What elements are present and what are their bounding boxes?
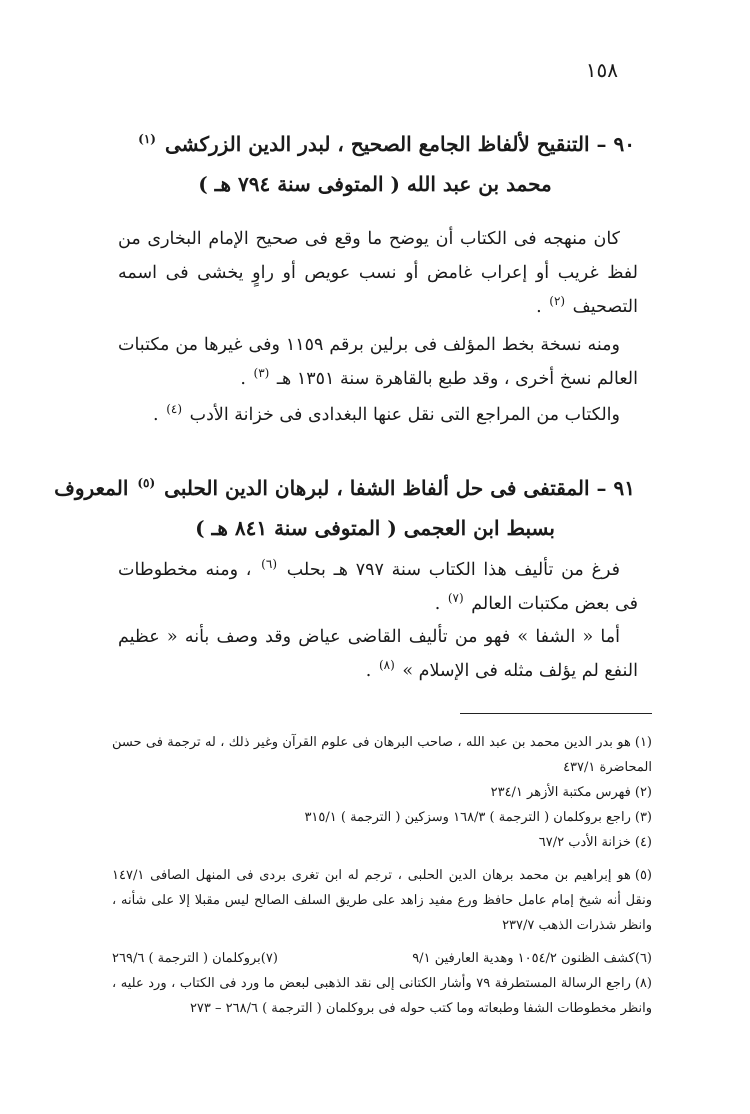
footnote-ref-2[interactable]: (٢): [549, 294, 566, 309]
footnote-1: (١)هو بدر الدين محمد بن عبد الله ، صاحب البرهان فى علوم القرآن وغير ذلك ، له ترجمة فى حسن المحاضرة ٤٣٧/١: [112, 735, 652, 775]
entry-90-paragraph-3: والكتاب من المراجع التى نقل عنها البغدادى فى خزانة الأدب $^{(٤)}$ .: [153, 402, 620, 425]
entry-90-heading-line1: ٩٠ – التنقيح لألفاظ الجامع الصحيح ، لبدر الدين الزركشى $^{(١)}$: [138, 132, 635, 156]
entry-90-paragraph-2: ومنه نسخة بخط المؤلف فى برلين برقم ١١٥٩ وفى غيرها من مكتبات العالم نسخ أخرى ، وقد طبع بالقاهرة سنة ١٣٥١ هـ $^{(٣)}$ .: [118, 335, 638, 389]
footnote-7: (٧)بروكلمان ( الترجمة ) ٢٦٩/٦: [112, 951, 278, 966]
footnote-6: (٦)كشف الظنون ١٠٥٤/٢ وهدية العارفين ٩/١: [412, 951, 652, 966]
footnote-2: (٢)فهرس مكتبة الأزهر ٢٣٤/١: [490, 785, 652, 800]
footnote-8: (٨)راجع الرسالة المستطرفة ٧٩ وأشار الكتانى إلى نقد الذهبى لبعض ما ورد فى الكتاب ، ورد عليه ، وانظر مخطوطات الشفا وطبعاته وما كتب حوله فى بروكلمان ( الترجمة ) ٢٦٨/٦ – ٢٧٣: [112, 976, 652, 1016]
footnote-ref-6[interactable]: (٦): [261, 557, 277, 572]
entry-91-heading: [54, 468, 635, 548]
entry-91-paragraph-2: أما « الشفا » فهو من تأليف القاضى عياض وقد وصف بأنه « عظيم النفع لم يؤلف مثله فى الإسلام » $^{(٨)}$ .: [118, 627, 638, 681]
footnote-ref-1[interactable]: (١): [138, 132, 156, 147]
footnote-4: (٤)خزانة الأدب ٦٧/٢: [538, 835, 652, 850]
page-number: ١٥٨: [585, 58, 618, 82]
footnote-5: (٥)هو إبراهيم بن محمد برهان الدين الحلبى ، ترجم له ابن تغرى بردى فى المنهل الصافى ١٤٧/١ ونقل أنه شيخ إمام عامل حافظ ورع مفيد زاهد على طريق السلف الصالح ليس مقبلا إلا على شأنه ، وانظر شذرات الذهب ٢٣٧/٧: [112, 868, 652, 933]
footnotes: [112, 730, 652, 1021]
footnote-3: (٣)راجع بروكلمان ( الترجمة ) ١٦٨/٣ وسزكين ( الترجمة ) ٣١٥/١: [304, 810, 652, 825]
entry-90-heading-line2: محمد بن عبد الله ( المتوفى سنة ٧٩٤ هـ ): [198, 172, 552, 196]
footnote-ref-4[interactable]: (٤): [166, 402, 183, 417]
footnote-ref-5[interactable]: (٥): [137, 476, 156, 491]
entry-90-paragraph-1: كان منهجه فى الكتاب أن يوضح ما وقع فى صحيح الإمام البخارى من لفظ غريب أو إعراب غامض أو نسب عويص أو راوٍ يخشى فى اسمه التصحيف $^{(٢)}$ .: [118, 229, 638, 317]
entry-90-heading: [115, 124, 635, 204]
footnote-divider: [460, 713, 652, 714]
footnote-ref-3[interactable]: (٣): [253, 366, 270, 381]
footnote-ref-7[interactable]: (٧): [447, 591, 464, 606]
entry-91-paragraph-1: فرغ من تأليف هذا الكتاب سنة ٧٩٧ هـ بحلب $^{(٦)}$ ، ومنه مخطوطات فى بعض مكتبات العالم $^{(٧)}$ .: [118, 557, 638, 614]
entry-91-heading-line2: بسبط ابن العجمى ( المتوفى سنة ٨٤١ هـ ): [195, 516, 555, 540]
footnote-pair-6-7: [112, 946, 652, 971]
footnote-ref-8[interactable]: (٨): [378, 658, 395, 673]
entry-91-heading-line1: ٩١ – المقتفى فى حل ألفاظ الشفا ، لبرهان الدين الحلبى $^{(٥)}$ المعروف: [54, 476, 635, 500]
